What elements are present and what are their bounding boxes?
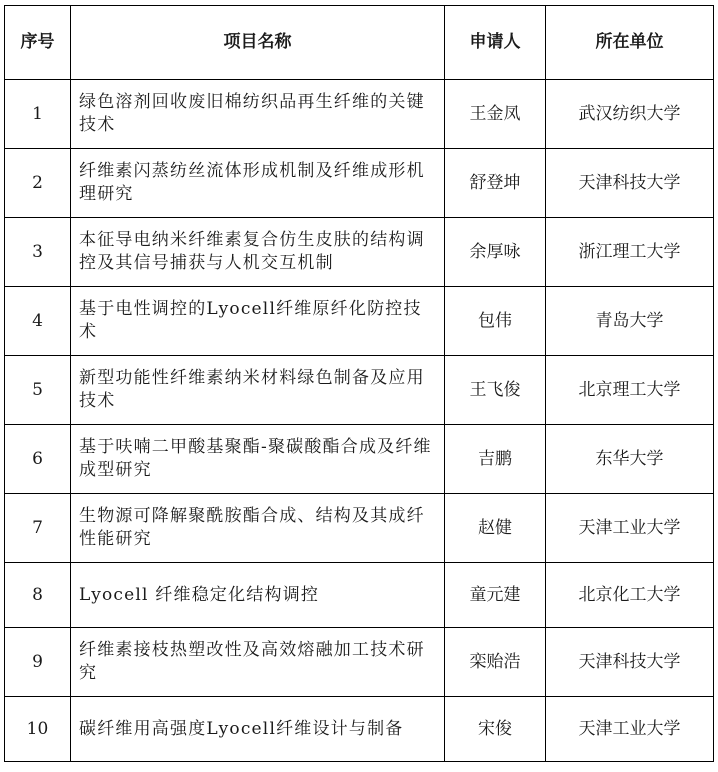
row-seq: 8 — [5, 563, 71, 628]
row-project-name: 基于呋喃二甲酸基聚酯-聚碳酸酯合成及纤维成型研究 — [71, 425, 445, 494]
row-seq: 7 — [5, 494, 71, 563]
row-project-name: 本征导电纳米纤维素复合仿生皮肤的结构调控及其信号捕获与人机交互机制 — [71, 218, 445, 287]
table-row — [5, 494, 714, 563]
row-applicant: 吉鹏 — [445, 425, 546, 494]
row-organization: 天津科技大学 — [546, 149, 714, 218]
row-organization: 北京理工大学 — [546, 356, 714, 425]
row-seq: 9 — [5, 628, 71, 697]
row-project-name: Lyocell 纤维稳定化结构调控 — [71, 563, 445, 628]
row-organization: 天津工业大学 — [546, 494, 714, 563]
row-organization: 天津科技大学 — [546, 628, 714, 697]
row-organization: 东华大学 — [546, 425, 714, 494]
header-applicant: 申请人 — [445, 6, 546, 80]
row-applicant: 余厚咏 — [445, 218, 546, 287]
table-row — [5, 149, 714, 218]
row-applicant: 赵健 — [445, 494, 546, 563]
row-organization: 浙江理工大学 — [546, 218, 714, 287]
table-row — [5, 356, 714, 425]
row-seq: 5 — [5, 356, 71, 425]
row-organization: 北京化工大学 — [546, 563, 714, 628]
row-project-name: 基于电性调控的Lyocell纤维原纤化防控技术 — [71, 287, 445, 356]
table-row — [5, 425, 714, 494]
row-project-name: 纤维素闪蒸纺丝流体形成机制及纤维成形机理研究 — [71, 149, 445, 218]
table-row — [5, 697, 714, 762]
project-table-container — [4, 5, 714, 762]
table-row — [5, 80, 714, 149]
table-row — [5, 628, 714, 697]
row-applicant: 童元建 — [445, 563, 546, 628]
row-applicant: 宋俊 — [445, 697, 546, 762]
row-organization: 天津工业大学 — [546, 697, 714, 762]
table-row — [5, 563, 714, 628]
project-table — [4, 5, 714, 762]
row-project-name: 纤维素接枝热塑改性及高效熔融加工技术研究 — [71, 628, 445, 697]
row-project-name: 生物源可降解聚酰胺酯合成、结构及其成纤性能研究 — [71, 494, 445, 563]
row-project-name: 碳纤维用高强度Lyocell纤维设计与制备 — [71, 697, 445, 762]
row-seq: 4 — [5, 287, 71, 356]
row-organization: 青岛大学 — [546, 287, 714, 356]
row-applicant: 舒登坤 — [445, 149, 546, 218]
header-row — [5, 6, 714, 80]
header-project-name: 项目名称 — [71, 6, 445, 80]
row-project-name: 新型功能性纤维素纳米材料绿色制备及应用技术 — [71, 356, 445, 425]
table-row — [5, 287, 714, 356]
table-row — [5, 218, 714, 287]
row-seq: 3 — [5, 218, 71, 287]
row-applicant: 包伟 — [445, 287, 546, 356]
row-applicant: 栾贻浩 — [445, 628, 546, 697]
row-organization: 武汉纺织大学 — [546, 80, 714, 149]
row-seq: 1 — [5, 80, 71, 149]
row-seq: 6 — [5, 425, 71, 494]
header-seq: 序号 — [5, 6, 71, 80]
row-applicant: 王金凤 — [445, 80, 546, 149]
row-seq: 10 — [5, 697, 71, 762]
row-seq: 2 — [5, 149, 71, 218]
row-project-name: 绿色溶剂回收废旧棉纺织品再生纤维的关键技术 — [71, 80, 445, 149]
header-organization: 所在单位 — [546, 6, 714, 80]
row-applicant: 王飞俊 — [445, 356, 546, 425]
